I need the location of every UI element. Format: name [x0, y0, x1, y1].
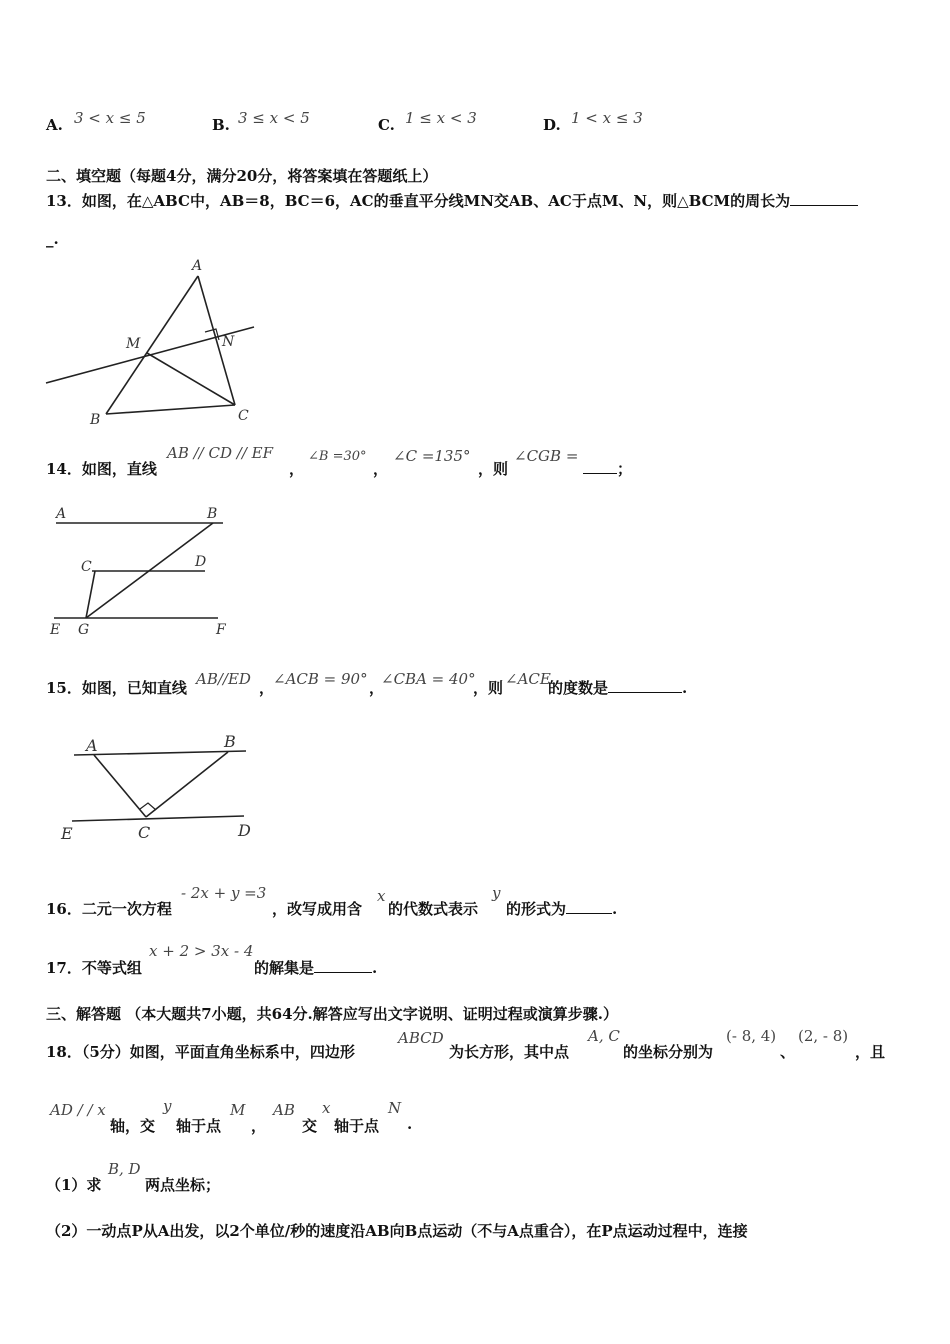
q14-label-c: C: [81, 559, 92, 575]
q18-line2-t1: 轴，交: [110, 1117, 156, 1135]
q14-prefix: 14．如图，直线: [46, 460, 157, 478]
q17-prefix: 17．不等式组: [46, 959, 142, 977]
q13-label-c: C: [238, 408, 249, 424]
section-3-title: 三、解答题 （本大题共7小题，共64分.解答应写出文字说明、证明过程或演算步骤.）: [46, 1005, 618, 1023]
q15-label-e: E: [61, 824, 73, 843]
q16-prefix: 16．二元一次方程: [46, 900, 172, 918]
option-d-expr: 1 < x ≤ 3: [571, 109, 643, 127]
q18-line2-math-x: x: [322, 1099, 331, 1117]
q14-math-angle-b: ∠B =30°: [308, 449, 367, 464]
q16-math-x: x: [377, 887, 386, 905]
q18-part1-suffix: 两点坐标；: [145, 1176, 221, 1194]
q17-answer-line: [254, 957, 377, 978]
q16-tail: .: [612, 900, 618, 918]
q14-parallel-lines-figure: [40, 498, 250, 643]
q18-part1-math-bd: B, D: [108, 1160, 141, 1178]
q17-answer-blank[interactable]: [314, 971, 372, 973]
q13-label-b: B: [90, 412, 101, 428]
q14-answer-blank[interactable]: [583, 472, 617, 474]
q15-sep2: ，: [369, 679, 385, 697]
q18-line2-t5: 轴于点: [334, 1117, 380, 1135]
q15-math-angle-cba: ∠CBA = 40°: [381, 670, 476, 688]
q18-part2: （2）一动点P从A出发，以2个单位/秒的速度沿AB向B点运动（不与A点重合），在P点运动过程中，连接: [46, 1222, 748, 1240]
q16-mid2: 的代数式表示: [388, 900, 479, 918]
q18-line2-t6: .: [407, 1115, 413, 1133]
q18-line2-math-n: N: [388, 1099, 402, 1117]
q14-math-angle-cgb: ∠CGB =: [514, 447, 579, 465]
q13-label-n: N: [222, 334, 235, 350]
option-a-letter: A.: [46, 116, 63, 134]
q18-line2-math-m: M: [230, 1101, 246, 1119]
q15-math-angle-ace: ∠ACE: [505, 670, 551, 688]
q18-line2-t3: ，: [251, 1117, 267, 1135]
q17-tail: .: [372, 959, 378, 977]
q18-math-coord-c: (2, - 8): [798, 1027, 849, 1045]
q18-line2-t4: 交: [302, 1117, 318, 1135]
q15-answer-line: [548, 677, 687, 698]
q13-text: [46, 190, 858, 211]
q15-label-d: D: [238, 821, 251, 840]
q18-line2-math-y: y: [163, 1097, 172, 1115]
q15-label-c: C: [138, 823, 151, 842]
q15-mid: ，则: [473, 679, 504, 697]
q13-triangle-figure: [40, 252, 270, 432]
option-c-letter: C.: [378, 116, 395, 134]
q15-answer-blank[interactable]: [608, 691, 682, 693]
q18-line2-math-ad: AD / / x: [50, 1101, 106, 1119]
q18-math-coord-a: (- 8, 4): [726, 1027, 777, 1045]
q14-tail: ；: [617, 460, 633, 478]
q14-math-parallel: AB // CD // EF: [167, 444, 274, 462]
q15-math-angle-acb: ∠ACB = 90°: [273, 670, 368, 688]
q14-mid: ，则: [478, 460, 509, 478]
q14-answer-line: [583, 458, 632, 479]
q18-line2-t2: 轴于点: [176, 1117, 222, 1135]
q14-label-e: E: [50, 622, 61, 638]
q18-part1-prefix: （1）求: [46, 1176, 102, 1194]
q18-mid2: 的坐标分别为: [623, 1043, 714, 1061]
q16-answer-line: [506, 898, 617, 919]
q14-sep1: ，: [289, 460, 305, 478]
q18-sep: 、: [780, 1043, 796, 1061]
q14-label-b: B: [207, 506, 218, 522]
q18-math-ac: A, C: [588, 1027, 620, 1045]
q17-math-inequality: x + 2 > 3x - 4: [149, 942, 254, 960]
q13-label-a: A: [192, 258, 203, 274]
q13-label-m: M: [126, 336, 141, 352]
q16-mid1: ，改写成用含: [272, 900, 363, 918]
section-2-title: 二、填空题（每题4分，满分20分，将答案填在答题纸上）: [46, 167, 438, 185]
q18-line2-math-ab: AB: [273, 1101, 295, 1119]
option-b-letter: B.: [212, 116, 230, 134]
q13-answer-blank[interactable]: [790, 204, 858, 206]
q16-math-equation: - 2x + y =3: [181, 884, 267, 902]
q15-suffix: 的度数是: [548, 679, 609, 697]
q14-label-a: A: [56, 506, 67, 522]
q15-math-parallel: AB//ED: [196, 670, 251, 688]
q18-mid1: 为长方形，其中点: [449, 1043, 570, 1061]
q18-math-abcd: ABCD: [398, 1029, 444, 1047]
q15-label-b: B: [224, 732, 236, 751]
option-d-letter: D.: [543, 116, 561, 134]
q15-triangle-figure: [50, 726, 270, 851]
q13-question: 13．如图，在△ABC中，AB＝8，BC＝6，AC的垂直平分线MN交AB、AC于点M、N，则△BCM的周长为: [46, 192, 791, 210]
q16-answer-blank[interactable]: [566, 912, 612, 914]
q15-label-a: A: [86, 736, 98, 755]
q14-label-g: G: [78, 622, 90, 638]
q16-math-y: y: [492, 884, 501, 902]
q14-label-f: F: [216, 622, 226, 638]
q14-label-d: D: [195, 554, 207, 570]
q16-suffix: 的形式为: [506, 900, 567, 918]
q18-tail: ，且: [855, 1043, 886, 1061]
option-a-expr: 3 < x ≤ 5: [74, 109, 146, 127]
q15-sep1: ，: [259, 679, 275, 697]
option-c-expr: 1 ≤ x < 3: [405, 109, 477, 127]
q17-suffix: 的解集是: [254, 959, 315, 977]
q13-tail: _.: [46, 230, 59, 248]
q18-prefix: 18．（5分）如图，平面直角坐标系中，四边形: [46, 1043, 355, 1061]
q14-sep2: ，: [373, 460, 389, 478]
q14-math-angle-c: ∠C =135°: [393, 447, 471, 465]
q15-tail: .: [682, 679, 688, 697]
q15-prefix: 15．如图，已知直线: [46, 679, 187, 697]
option-b-expr: 3 ≤ x < 5: [238, 109, 310, 127]
